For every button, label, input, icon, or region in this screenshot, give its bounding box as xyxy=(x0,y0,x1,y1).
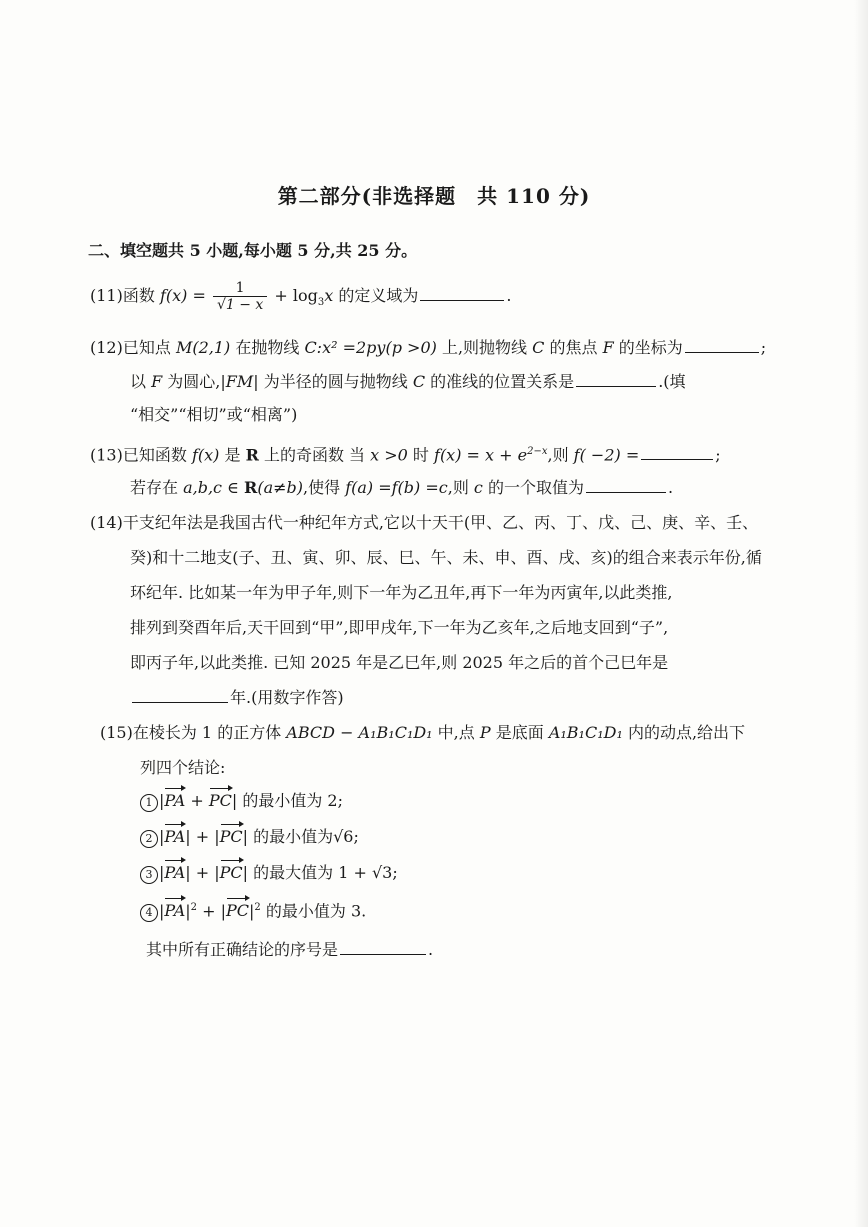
q12-answer-blank-1 xyxy=(685,336,759,353)
conclusion-4: 4 $|PA|^2 + |PC|^2$ 的最小值为 3. xyxy=(140,897,366,922)
q13-answer-blank-1 xyxy=(641,443,713,460)
question-12-line-2: 以 F 为圆心,|FM| 为半径的圆与抛物线 C 的准线的位置关系是 .(填 xyxy=(130,372,686,391)
question-12-line-3: “相交”“相切”或“相离”) xyxy=(130,405,298,424)
q11-fraction: $\frac{1}{√1 - x}$ xyxy=(213,280,267,313)
question-12-line-1: (12)已知点 M(2,1) 在抛物线 C:x² =2py(p >0) 上,则抛物线 C 的焦点 F 的坐标为 ; xyxy=(90,338,767,357)
question-14-line-6: 年.(用数字作答) xyxy=(130,686,344,709)
question-14-line-1: (14)干支纪年法是我国古代一种纪年方式,它以十天干(甲、乙、丙、丁、戊、己、庚、辛、壬、 xyxy=(90,513,759,532)
vector-pc: PC xyxy=(208,791,232,810)
circled-number-4: 4 xyxy=(140,904,158,922)
q15-number: (15) xyxy=(100,723,133,742)
question-13-line-1: (13)已知函数 f(x) 是 R 上的奇函数 当 x >0 时 $f(x) = x + e^{2-x}$,则 f( −2) = ; xyxy=(90,445,721,465)
question-13-line-2: 若存在 a,b,c ∈ R(a≠b),使得 f(a) =f(b) =c,则 c 的一个取值为 . xyxy=(130,478,674,497)
question-15-line-1: (15)在棱长为 1 的正方体 ABCD − A₁B₁C₁D₁ 中,点 P 是底面 A₁B₁C₁D₁ 内的动点,给出下 xyxy=(100,723,746,742)
q12-number: (12) xyxy=(90,338,123,357)
part-title: 第二部分(非选择题 共 110 分) xyxy=(277,184,591,208)
q15-answer-blank xyxy=(340,938,426,955)
q14-number: (14) xyxy=(90,513,123,532)
circled-number-3: 3 xyxy=(140,866,158,884)
q13-answer-blank-2 xyxy=(586,476,666,493)
q12-answer-blank-2 xyxy=(576,370,656,387)
q11-answer-blank xyxy=(420,284,504,301)
conclusion-1: 1 |PA + PC| 的最小值为 2; xyxy=(140,790,343,812)
vector-pa: PA xyxy=(164,791,186,810)
conclusion-3: 3 |PA| + |PC| 的最大值为 1 + √3; xyxy=(140,862,398,884)
question-14-line-5: 即丙子年,以此类推. 已知 2025 年是乙巳年,则 2025 年之后的首个己巳年是 xyxy=(130,653,669,672)
circled-number-1: 1 xyxy=(140,794,158,812)
question-14-line-2: 癸)和十二地支(子、丑、寅、卯、辰、巳、午、未、申、酉、戌、亥)的组合来表示年份,循 xyxy=(130,548,762,567)
q14-answer-blank xyxy=(132,686,228,703)
q11-number: (11) xyxy=(90,286,123,305)
section-title: 二、填空题共 5 小题,每小题 5 分,共 25 分。 xyxy=(88,241,418,260)
question-15-line-2: 列四个结论: xyxy=(140,758,226,777)
question-14-line-3: 环纪年. 比如某一年为甲子年,则下一年为乙丑年,再下一年为丙寅年,以此类推, xyxy=(130,583,673,602)
question-14-line-4: 排列到癸酉年后,天干回到“甲”,即甲戌年,下一年为乙亥年,之后地支回到“子”, xyxy=(130,618,669,637)
question-15-final: 其中所有正确结论的序号是 . xyxy=(146,940,434,959)
circled-number-2: 2 xyxy=(140,830,158,848)
q13-number: (13) xyxy=(90,445,123,465)
conclusion-2: 2 |PA| + |PC| 的最小值为√6; xyxy=(140,826,359,848)
question-11: (11)函数 f(x) = $\frac{1}{√1 - x}$ + $\log_3x$ 的定义域为 . xyxy=(90,280,512,313)
